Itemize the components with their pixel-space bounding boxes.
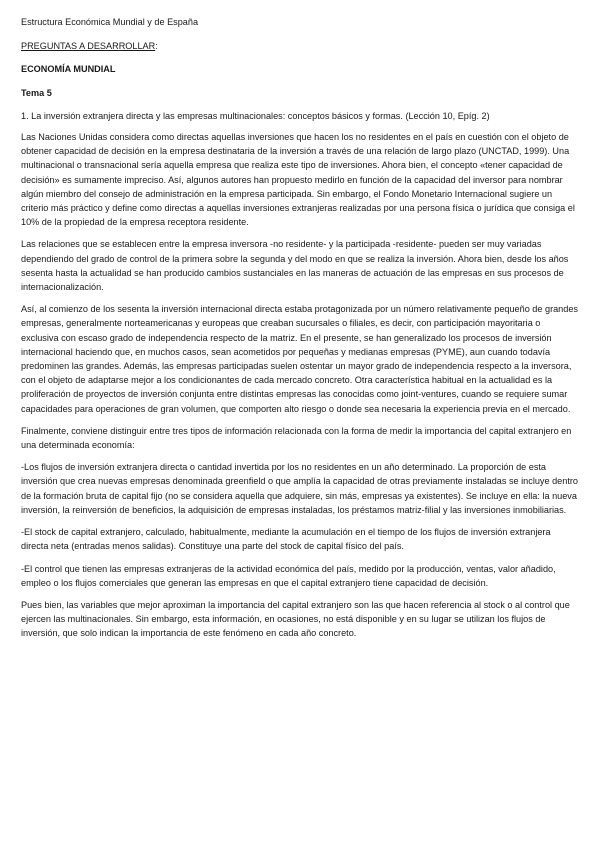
subject-title: ECONOMÍA MUNDIAL xyxy=(21,64,116,75)
paragraph: Las relaciones que se establecen entre la empresa inversora -no residente- y la participada -residente- pueden ser muy variadas dependiendo del grado de control de la primera sobre la segunda y del modo en que se realiza la inversión. Ahora bien, desde los años sesenta hasta la actualidad se han producido cambios sustanciales en las maneras de actuación de las empresas en sus procesos de internacionalización. xyxy=(21,239,569,293)
paragraph: Finalmente, conviene distinguir entre tres tipos de información relacionada con la forma de medir la importancia del capital extranjero en una determinada economía: xyxy=(21,425,572,451)
bullet-paragraph: -Los flujos de inversión extranjera directa o cantidad invertida por los no residentes en un año determinado. La proporción de esta inversión que crea nuevas empresas denominada greenfield o que amplía la capacidad de otras previamente instaladas se incluye dentro de la formación bruta de capital fijo (no se considera aquella que adquiere, sin más, empresas ya existentes). Se incluye en ella: la nueva inversión, la reinversión de beneficios, la adquisición de empresas instaladas, los préstamos matriz-filial y las inversiones inmobiliarias. xyxy=(21,462,578,515)
section-colon: : xyxy=(155,41,158,52)
paragraph: Pues bien, las variables que mejor aproximan la importancia del capital extranjero son las que hacen referencia al stock o al control que ejercen las multinacionales. Sin embargo, esta información, en ocasiones, no está disponible y en su lugar se utilizan los flujos de inversión, que solo indican la importancia de este fenómeno en cada año concreto. xyxy=(21,599,570,639)
section-heading xyxy=(21,39,579,53)
bullet-paragraph: -El control que tienen las empresas extranjeras de la actividad económica del país, medido por la producción, ventas, valor añadido, empleo o los flujos comerciales que generan las empresas en que el capital extranjero tiene capacidad de decisión. xyxy=(21,563,556,588)
topic-title: Tema 5 xyxy=(21,87,52,98)
paragraph: Así, al comienzo de los sesenta la inversión internacional directa estaba protagonizada por un número relativamente pequeño de grandes empresas, generalmente norteamericanas y europeas que creaban sucursales o filiales, es decir, con participación mayoritaria o exclusiva con escaso grado de independencia respecto de la matriz. En el presente, se han generalizado los procesos de inversión internacional haciendo que, en muchos casos, sean acometidos por pequeñas y medianas empresas (PYME), aun cuando todavía predominen las grandes. Además, las empresas participadas suelen ostentar un mayor grado de independencia respecto a la inversora, con el objeto de adaptarse mejor a los condicionantes de cada mercado concreto. Otra característica habitual en la actualidad es la proliferación de proyectos de inversión conjunta entre distintas empresas las conocidas como joint-ventures, cuando se requiere sumar capacidades para operaciones de gran volumen, que comporten alto riesgo o donde sea necesaria la experiencia previa en el mercado. xyxy=(21,304,578,414)
paragraph: Las Naciones Unidas considera como directas aquellas inversiones que hacen los no residentes en el país en cuestión con el objeto de obtener capacidad de decisión en la empresa destinataria de la inversión a través de una relación de largo plazo (UNCTAD, 1999). Una multinacional o transnacional sería aquella empresa que realiza este tipo de inversiones. Ahora bien, el concepto «tener capacidad de decisión» es sumamente impreciso. Así, algunos autores han propuesto medirlo en función de la capacidad del inversor para nombrar algún miembro del consejo de administración en la empresa participada. Sin embargo, el Fondo Monetario Internacional sugiere un criterio más práctico y define como directas a aquellas inversiones extranjeras realizadas por una persona física o jurídica que consiga el 10% de la propiedad de la empresa receptora residente. xyxy=(21,132,575,228)
document-header: Estructura Económica Mundial y de España xyxy=(21,17,199,27)
question-heading: 1. La inversión extranjera directa y las empresas multinacionales: conceptos básicos y formas. (Lección 10, Epíg. 2) xyxy=(21,110,490,121)
bullet-paragraph: -El stock de capital extranjero, calculado, habitualmente, mediante la acumulación en el tiempo de los flujos de inversión extranjera directa neta (entradas menos salidas). Constituye una parte del stock de capital físico del país. xyxy=(21,527,551,552)
section-label: PREGUNTAS A DESARROLLAR xyxy=(21,41,156,52)
